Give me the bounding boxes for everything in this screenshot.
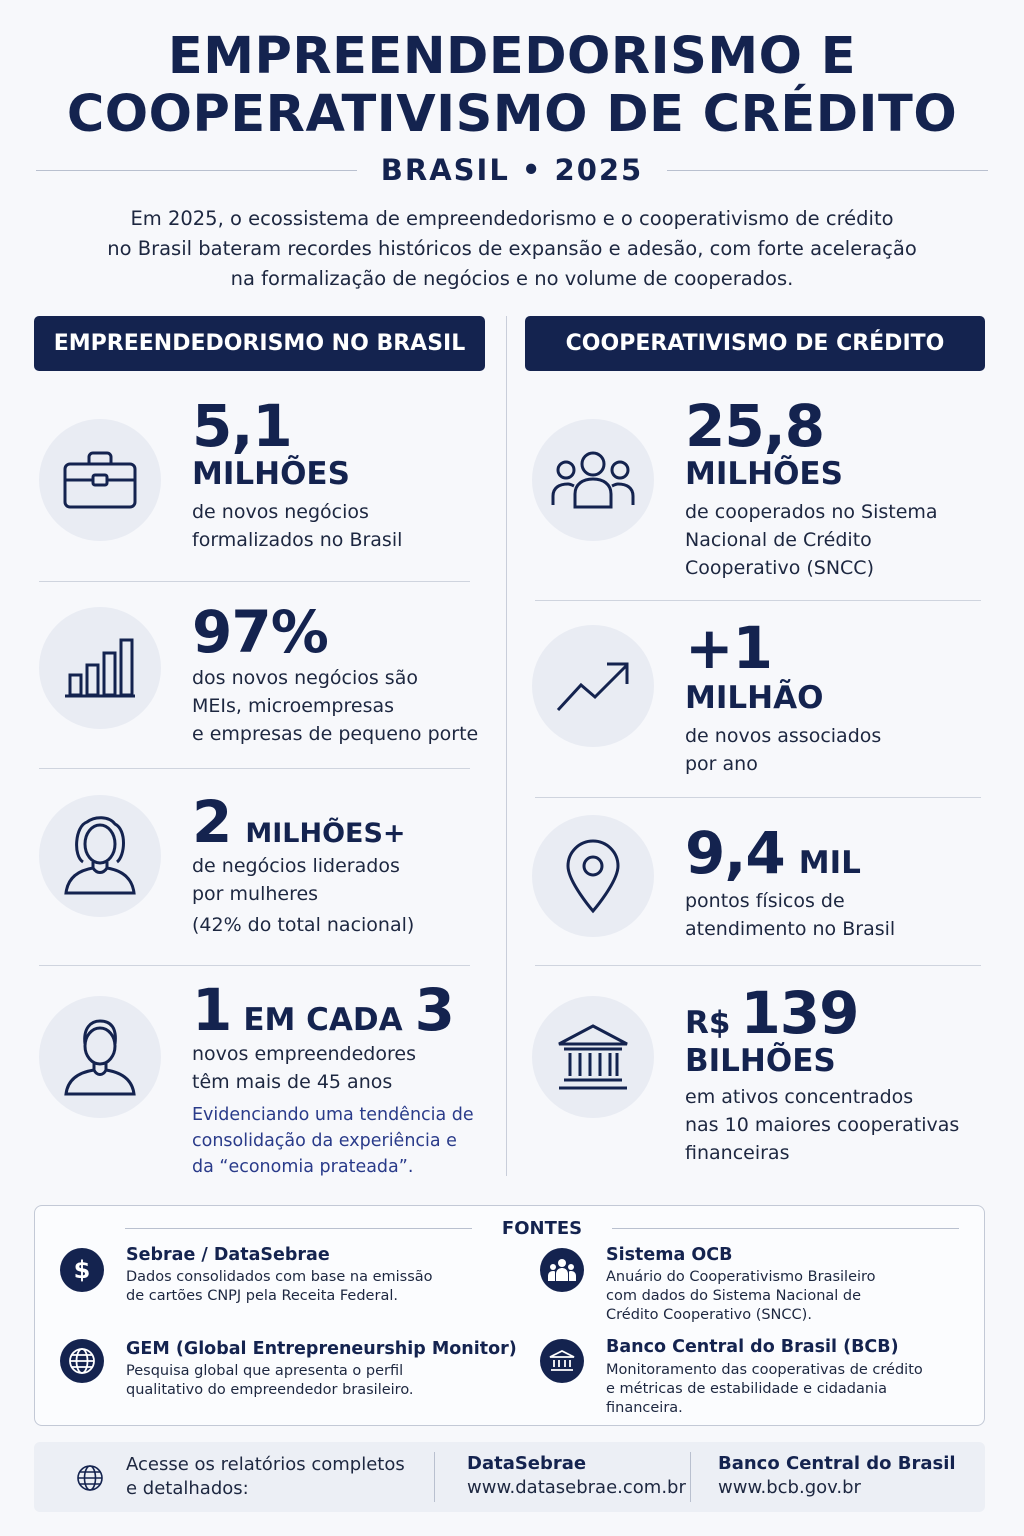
sources-heading: FONTES (501, 1217, 583, 1239)
divider (434, 1452, 435, 1502)
stat-unit: MILHÃO (685, 680, 824, 716)
stat-cooperative-assets (685, 979, 960, 1167)
stat-value: 97% (192, 598, 328, 666)
title-line-1: EMPREENDEDORISMO E (167, 27, 857, 86)
stat-value: 9,4 (685, 819, 785, 887)
divider (535, 600, 981, 601)
divider (36, 170, 357, 171)
stat-unit: EM CADA (243, 1002, 403, 1038)
stat-new-associates (685, 614, 882, 778)
stat-description: de negócios liderados por mulheres (192, 855, 400, 905)
stat-headline (192, 788, 414, 856)
stat-description: de cooperados no Sistema Nacional de Crédito Cooperativo (SNCC) (685, 501, 938, 579)
trend-up-icon (532, 625, 654, 747)
stat-description: de novos negócios formalizados no Brasil (192, 501, 403, 551)
page-title (0, 28, 1024, 144)
source-title: Sebrae / DataSebrae (126, 1245, 330, 1265)
source-description: Anuário do Cooperativismo Brasileiro com dados do Sistema Nacional de Crédito Cooperativo (SNCC). (606, 1269, 876, 1323)
stat-new-businesses (192, 392, 403, 554)
source-title: Sistema OCB (606, 1245, 733, 1265)
intro-line: Em 2025, o ecossistema de empreendedorismo e o cooperativismo de crédito (130, 207, 894, 230)
stat-service-points (685, 819, 896, 943)
people-group-icon (532, 419, 654, 541)
footer-link-title[interactable]: Banco Central do Brasil (718, 1453, 956, 1474)
stat-headline (192, 976, 474, 1044)
stat-description: em ativos concentrados nas 10 maiores cooperativas financeiras (685, 1086, 960, 1164)
column-divider (506, 316, 507, 1176)
stat-description: de novos associados por ano (685, 725, 882, 775)
title-line-2: COOPERATIVISMO DE CRÉDITO (66, 85, 958, 144)
divider (125, 1228, 472, 1229)
globe-icon (60, 1339, 104, 1383)
stat-value: 25,8 (685, 392, 825, 460)
footer-cta: Acesse os relatórios completos e detalhados: (126, 1454, 405, 1499)
bank-icon (540, 1339, 584, 1383)
people-icon (540, 1248, 584, 1292)
stat-value: 3 (414, 976, 455, 1044)
stat-headline (685, 979, 959, 1047)
source-title: Banco Central do Brasil (BCB) (606, 1337, 899, 1357)
source-description: Monitoramento das cooperativas de crédito e métricas de estabilidade e cidadania financeira. (606, 1362, 923, 1416)
stat-older-entrepreneurs (192, 976, 474, 1180)
stat-unit: MILHÕES (192, 456, 350, 492)
section-heading-cooperativismo: COOPERATIVISMO DE CRÉDITO (525, 316, 985, 371)
source-description: Dados consolidados com base na emissão de cartões CNPJ pela Receita Federal. (126, 1269, 433, 1304)
stat-unit: MILHÕES (685, 456, 843, 492)
subtitle: BRASIL • 2025 (380, 153, 644, 187)
stat-description: dos novos negócios são MEIs, microempresas e empresas de pequeno porte (192, 667, 479, 745)
stat-note: Evidenciando uma tendência de consolidação da experiência e da “economia prateada”. (192, 1105, 474, 1177)
stat-cooperative-members (685, 392, 938, 582)
stat-unit: MIL (798, 845, 861, 881)
stat-highlight: (42% do total nacional) (192, 914, 415, 936)
globe-icon (76, 1464, 104, 1496)
stat-value: +1 (685, 614, 772, 682)
intro-paragraph (70, 204, 954, 294)
stat-description: novos empreendedores têm mais de 45 anos (192, 1043, 416, 1093)
divider (535, 797, 981, 798)
footer-link-url[interactable]: www.bcb.gov.br (718, 1477, 861, 1498)
divider (39, 768, 470, 769)
subtitle-row (36, 150, 988, 190)
stat-value: 2 (192, 788, 232, 856)
woman-icon (39, 795, 161, 917)
section-heading-empreendedorismo: EMPREENDEDORISMO NO BRASIL (34, 316, 485, 371)
stat-women-businesses (192, 788, 415, 939)
divider (39, 965, 470, 966)
location-pin-icon (532, 815, 654, 937)
dollar-icon: $ (60, 1248, 104, 1292)
footer-bar (34, 1442, 985, 1512)
divider (535, 965, 981, 966)
bar-chart-icon (39, 607, 161, 729)
stat-prefix: R$ (685, 1005, 731, 1041)
footer-link-url[interactable]: www.datasebrae.com.br (467, 1477, 686, 1498)
man-icon (39, 996, 161, 1118)
intro-line: no Brasil bateram recordes históricos de expansão e adesão, com forte aceleração (107, 237, 917, 260)
stat-value: 1 (192, 976, 232, 1044)
bank-icon (532, 996, 654, 1118)
stat-description: pontos físicos de atendimento no Brasil (685, 890, 896, 940)
sources-heading-row (125, 1216, 959, 1240)
source-description: Pesquisa global que apresenta o perfil qualitativo do empreendedor brasileiro. (126, 1363, 414, 1398)
stat-headline (685, 819, 895, 887)
divider (690, 1452, 691, 1502)
divider (39, 581, 470, 582)
source-title: GEM (Global Entrepreneurship Monitor) (126, 1339, 517, 1359)
stat-value: 5,1 (192, 392, 292, 460)
divider (612, 1228, 959, 1229)
stat-unit: BILHÕES (685, 1043, 836, 1079)
stat-unit: MILHÕES+ (245, 818, 406, 849)
briefcase-icon (39, 419, 161, 541)
intro-line: na formalização de negócios e no volume de cooperados. (230, 267, 794, 290)
divider (667, 170, 988, 171)
footer-link-title[interactable]: DataSebrae (467, 1453, 587, 1474)
stat-small-businesses (192, 598, 479, 748)
stat-value: 139 (740, 979, 859, 1047)
sources-box (34, 1205, 985, 1426)
